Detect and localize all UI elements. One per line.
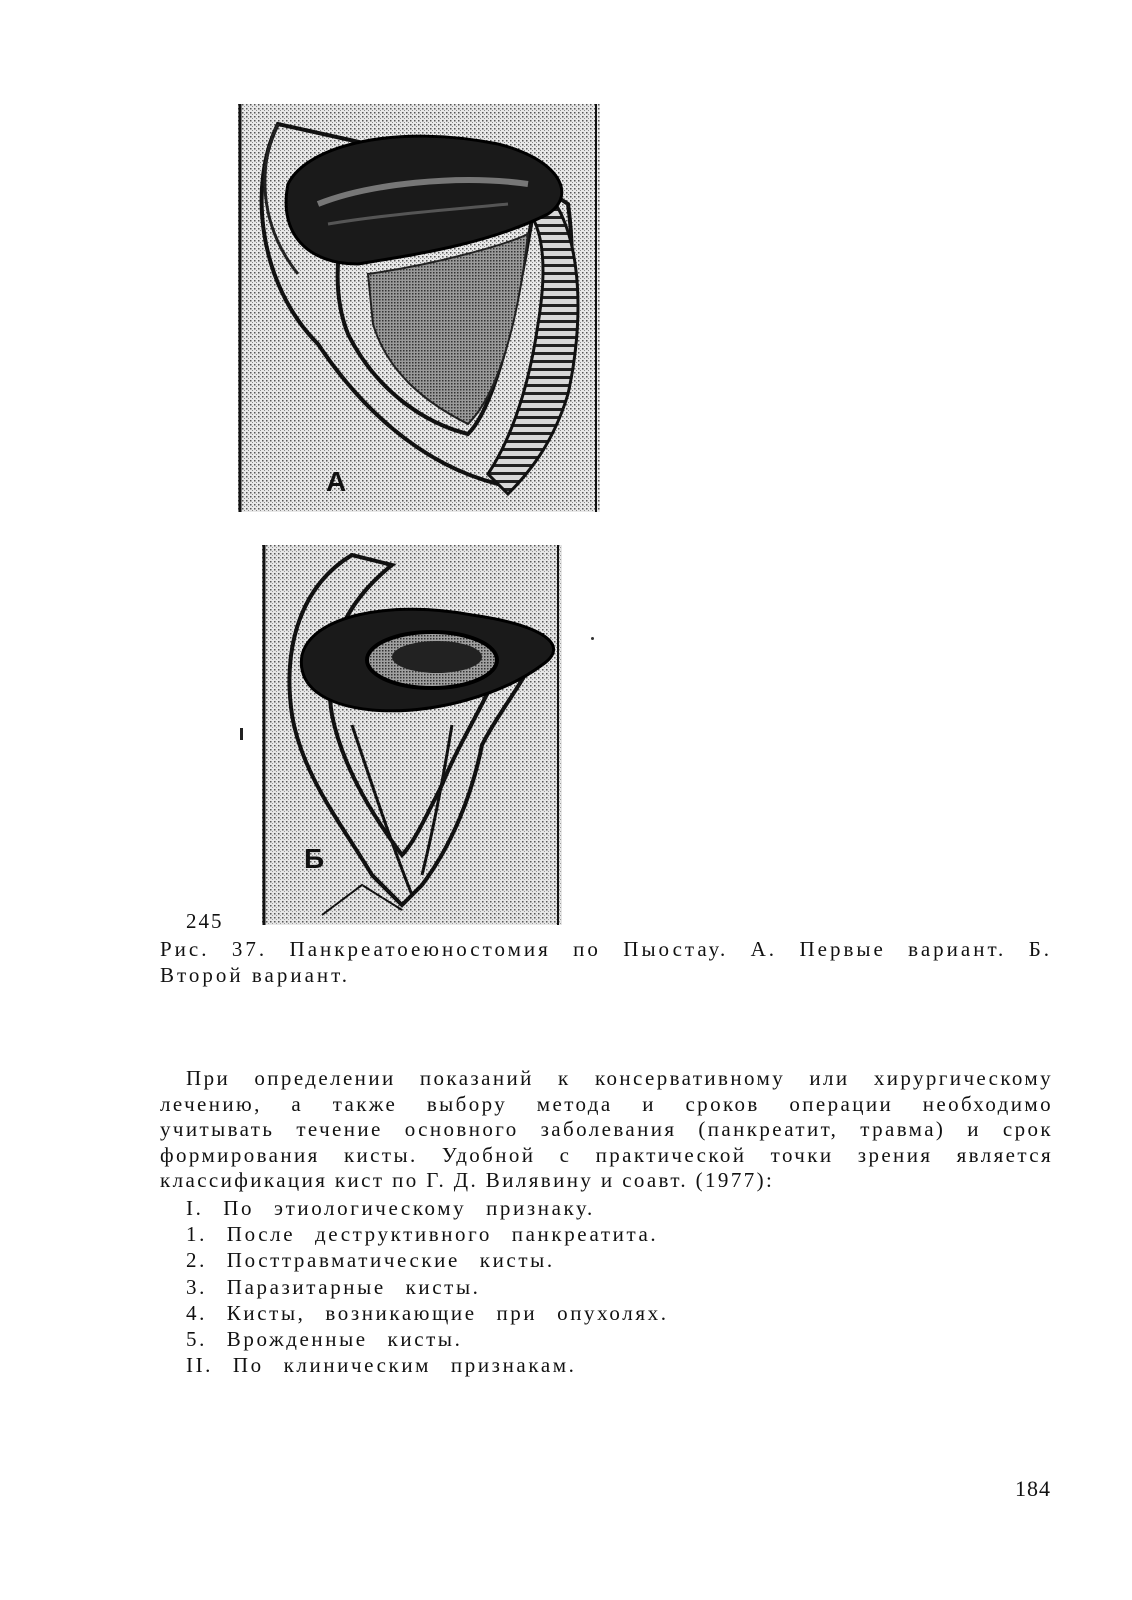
figure-a-illustration xyxy=(238,104,600,512)
list-item: 1. После деструктивного панкреатита. xyxy=(186,1222,659,1247)
paragraph-line: классификация кист по Г. Д. Вилявину и соавт. (1977): xyxy=(160,1168,775,1192)
list-item: I. По этиологическому признаку. xyxy=(186,1196,595,1220)
scan-artifact-dot xyxy=(591,637,594,640)
scan-artifact-mark xyxy=(240,728,243,740)
figure-b-label: Б xyxy=(304,843,325,874)
figure-a-drawing xyxy=(238,104,600,512)
list-item: II. По клиническим признакам. xyxy=(186,1353,577,1378)
figure-a-label: А xyxy=(326,466,347,497)
classification-list xyxy=(186,1195,669,1378)
paragraph-line: учитывать течение основного заболевания (панкреатит, травма) и срок xyxy=(160,1117,1053,1141)
page-number: 184 xyxy=(1015,1476,1051,1501)
figure-number: 245 xyxy=(186,909,224,933)
list-item: 5. Врожденные кисты. xyxy=(186,1327,463,1352)
paragraph-line: лечению, а также выбору метода и сроков операции необходимо xyxy=(160,1091,1053,1116)
list-item: 2. Посттравматические кисты. xyxy=(186,1248,555,1273)
body-paragraph xyxy=(160,1066,1053,1194)
paragraph-line: При определении показаний к консервативному или хирургическому xyxy=(186,1066,1053,1090)
list-item: 4. Кисты, возникающие при опухолях. xyxy=(186,1300,669,1325)
figure-caption-line-1: Рис. 37. Панкреатоеюностомия по Пыостау. А. Первые вариант. Б. xyxy=(160,937,1052,961)
figure-caption-line-2: Второй вариант. xyxy=(160,963,351,987)
paragraph-line: формирования кисты. Удобной с практической точки зрения является xyxy=(160,1142,1053,1167)
figure-b-illustration xyxy=(262,545,562,925)
list-item: 3. Паразитарные кисты. xyxy=(186,1274,481,1299)
